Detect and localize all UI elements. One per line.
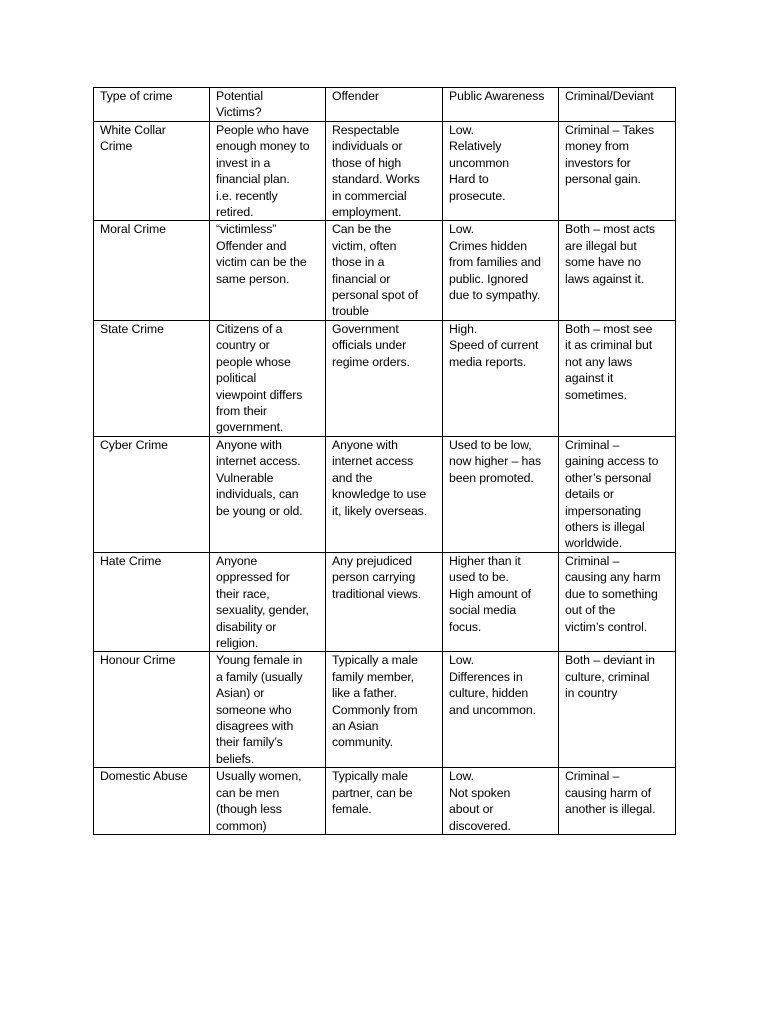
table-row (94, 436, 676, 552)
cell-public-awareness: High. Speed of current media reports. (443, 320, 559, 436)
cell-potential-victims: Usually women, can be men (though less common) (210, 768, 326, 835)
cell-potential-victims: “victimless” Offender and victim can be the same person. (210, 221, 326, 320)
cell-criminal-deviant: Criminal – gaining access to other’s personal details or impersonating others is illegal worldwide. (559, 436, 676, 552)
cell-type-of-crime: Hate Crime (94, 552, 210, 651)
cell-criminal-deviant: Both – most see it as criminal but not any laws against it sometimes. (559, 320, 676, 436)
cell-public-awareness: Low. Relatively uncommon Hard to prosecute. (443, 122, 559, 221)
cell-offender: Typically male partner, can be female. (326, 768, 443, 835)
cell-criminal-deviant: Criminal – Takes money from investors for personal gain. (559, 122, 676, 221)
cell-public-awareness: Low. Not spoken about or discovered. (443, 768, 559, 835)
cell-criminal-deviant: Criminal – causing harm of another is illegal. (559, 768, 676, 835)
cell-offender: Government officials under regime orders. (326, 320, 443, 436)
cell-criminal-deviant: Both – most acts are illegal but some have no laws against it. (559, 221, 676, 320)
table-row (94, 768, 676, 835)
cell-potential-victims: Young female in a family (usually Asian) or someone who disagrees with their family’s beliefs. (210, 652, 326, 768)
cell-potential-victims: Anyone oppressed for their race, sexuality, gender, disability or religion. (210, 552, 326, 651)
cell-public-awareness: Used to be low, now higher – has been promoted. (443, 436, 559, 552)
cell-criminal-deviant: Both – deviant in culture, criminal in country (559, 652, 676, 768)
table-row (94, 221, 676, 320)
cell-type-of-crime: White Collar Crime (94, 122, 210, 221)
cell-criminal-deviant: Criminal – causing any harm due to something out of the victim’s control. (559, 552, 676, 651)
cell-potential-victims: People who have enough money to invest in a financial plan. i.e. recently retired. (210, 122, 326, 221)
table-row (94, 652, 676, 768)
cell-offender: Respectable individuals or those of high standard. Works in commercial employment. (326, 122, 443, 221)
crime-comparison-table (93, 87, 676, 835)
cell-public-awareness: Higher than it used to be. High amount of social media focus. (443, 552, 559, 651)
header-potential-victims: Potential Victims? (210, 88, 326, 122)
header-type-of-crime: Type of crime (94, 88, 210, 122)
cell-type-of-crime: Honour Crime (94, 652, 210, 768)
cell-public-awareness: Low. Differences in culture, hidden and uncommon. (443, 652, 559, 768)
header-offender: Offender (326, 88, 443, 122)
table-row (94, 122, 676, 221)
cell-offender: Any prejudiced person carrying traditional views. (326, 552, 443, 651)
header-public-awareness: Public Awareness (443, 88, 559, 122)
cell-type-of-crime: Cyber Crime (94, 436, 210, 552)
cell-offender: Anyone with internet access and the knowledge to use it, likely overseas. (326, 436, 443, 552)
header-criminal-deviant: Criminal/Deviant (559, 88, 676, 122)
cell-type-of-crime: State Crime (94, 320, 210, 436)
cell-offender: Typically a male family member, like a father. Commonly from an Asian community. (326, 652, 443, 768)
cell-public-awareness: Low. Crimes hidden from families and public. Ignored due to sympathy. (443, 221, 559, 320)
table-row (94, 320, 676, 436)
table-header-row (94, 88, 676, 122)
cell-type-of-crime: Domestic Abuse (94, 768, 210, 835)
cell-offender: Can be the victim, often those in a financial or personal spot of trouble (326, 221, 443, 320)
table-row (94, 552, 676, 651)
cell-potential-victims: Citizens of a country or people whose political viewpoint differs from their government. (210, 320, 326, 436)
cell-type-of-crime: Moral Crime (94, 221, 210, 320)
cell-potential-victims: Anyone with internet access. Vulnerable individuals, can be young or old. (210, 436, 326, 552)
